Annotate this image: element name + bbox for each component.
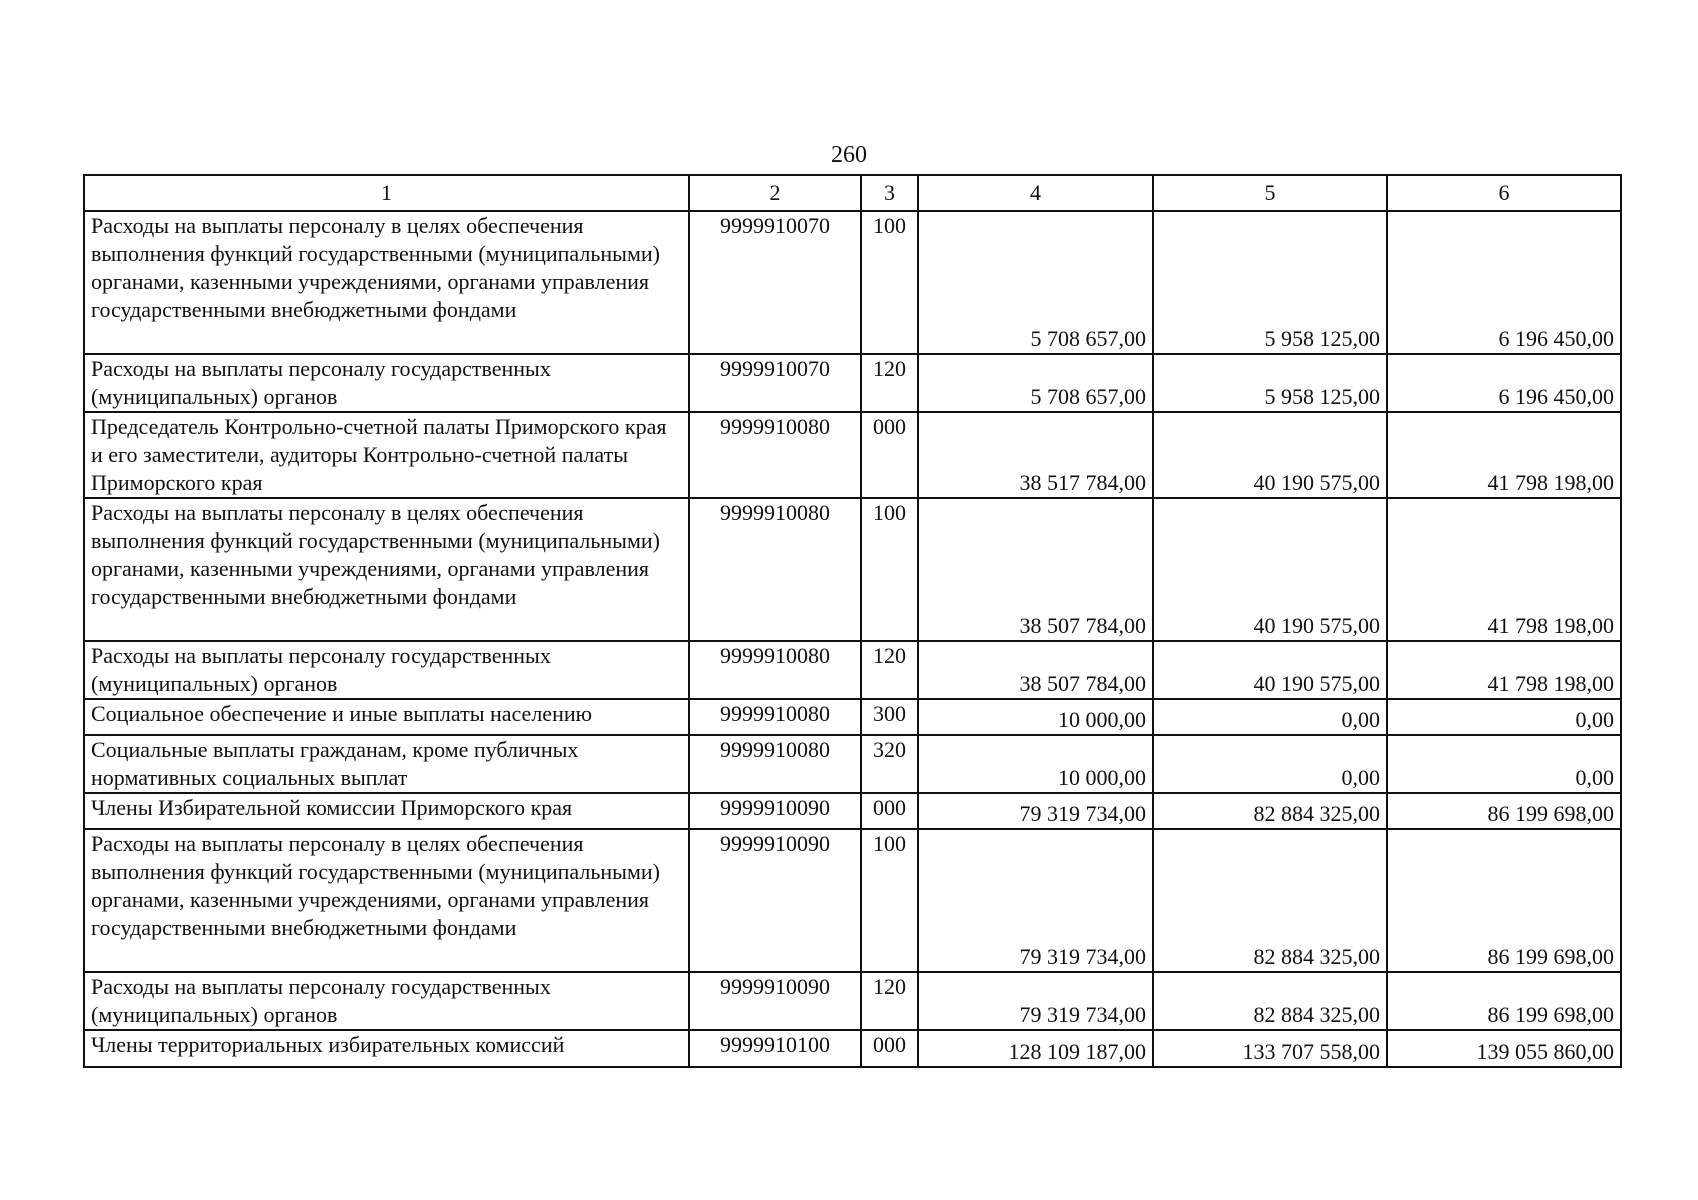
- target-code-cell: 9999910090: [689, 793, 861, 829]
- target-code-cell: 9999910090: [689, 829, 861, 972]
- expense-name-cell: Члены Избирательной комиссии Приморского края: [84, 793, 689, 829]
- amount-col6-cell: 6 196 450,00: [1387, 211, 1621, 354]
- table-row: [84, 972, 1621, 1030]
- amount-col5-cell: 40 190 575,00: [1153, 412, 1387, 498]
- table-row: [84, 412, 1621, 498]
- target-code-cell: 9999910100: [689, 1030, 861, 1067]
- amount-col4-cell: 79 319 734,00: [918, 972, 1153, 1030]
- table-row: [84, 354, 1621, 412]
- amount-col5-cell: 40 190 575,00: [1153, 498, 1387, 641]
- expense-name-cell: Расходы на выплаты персоналу в целях обеспечения выполнения функций государственными (муниципальными) органами, казенными учреждениями, органами управления государственными внебюджетными фондами: [84, 829, 689, 972]
- amount-col6-cell: 6 196 450,00: [1387, 354, 1621, 412]
- expense-name-cell: Расходы на выплаты персоналу государственных (муниципальных) органов: [84, 354, 689, 412]
- target-code-cell: 9999910080: [689, 498, 861, 641]
- target-code-cell: 9999910070: [689, 211, 861, 354]
- expense-type-cell: 000: [861, 1030, 918, 1067]
- expense-type-cell: 120: [861, 972, 918, 1030]
- budget-table: [83, 174, 1622, 1068]
- amount-col6-cell: 139 055 860,00: [1387, 1030, 1621, 1067]
- column-header: 2: [689, 175, 861, 211]
- expense-type-cell: 100: [861, 211, 918, 354]
- table-row: [84, 1030, 1621, 1067]
- amount-col4-cell: 38 507 784,00: [918, 641, 1153, 699]
- table-row: [84, 735, 1621, 793]
- table-row: [84, 793, 1621, 829]
- expense-name-cell: Председатель Контрольно-счетной палаты Приморского края и его заместители, аудиторы Контрольно-счетной палаты Приморского края: [84, 412, 689, 498]
- amount-col4-cell: 128 109 187,00: [918, 1030, 1153, 1067]
- expense-name-cell: Социальные выплаты гражданам, кроме публичных нормативных социальных выплат: [84, 735, 689, 793]
- expense-type-cell: 320: [861, 735, 918, 793]
- amount-col6-cell: 41 798 198,00: [1387, 498, 1621, 641]
- amount-col6-cell: 86 199 698,00: [1387, 793, 1621, 829]
- amount-col5-cell: 40 190 575,00: [1153, 641, 1387, 699]
- table-row: [84, 699, 1621, 735]
- table-header-row: [84, 175, 1621, 211]
- expense-type-cell: 000: [861, 793, 918, 829]
- amount-col5-cell: 82 884 325,00: [1153, 793, 1387, 829]
- amount-col6-cell: 41 798 198,00: [1387, 641, 1621, 699]
- amount-col5-cell: 5 958 125,00: [1153, 354, 1387, 412]
- amount-col5-cell: 0,00: [1153, 699, 1387, 735]
- amount-col4-cell: 79 319 734,00: [918, 793, 1153, 829]
- expense-name-cell: Расходы на выплаты персоналу в целях обеспечения выполнения функций государственными (муниципальными) органами, казенными учреждениями, органами управления государственными внебюджетными фондами: [84, 498, 689, 641]
- expense-name-cell: Члены территориальных избирательных комиссий: [84, 1030, 689, 1067]
- amount-col6-cell: 0,00: [1387, 735, 1621, 793]
- amount-col4-cell: 10 000,00: [918, 699, 1153, 735]
- target-code-cell: 9999910080: [689, 699, 861, 735]
- amount-col4-cell: 38 517 784,00: [918, 412, 1153, 498]
- column-header: 4: [918, 175, 1153, 211]
- amount-col6-cell: 86 199 698,00: [1387, 829, 1621, 972]
- amount-col4-cell: 5 708 657,00: [918, 354, 1153, 412]
- column-header: 5: [1153, 175, 1387, 211]
- amount-col5-cell: 82 884 325,00: [1153, 972, 1387, 1030]
- amount-col5-cell: 5 958 125,00: [1153, 211, 1387, 354]
- expense-type-cell: 120: [861, 354, 918, 412]
- amount-col4-cell: 79 319 734,00: [918, 829, 1153, 972]
- expense-type-cell: 300: [861, 699, 918, 735]
- page-number: 260: [831, 142, 867, 168]
- target-code-cell: 9999910070: [689, 354, 861, 412]
- column-header: 3: [861, 175, 918, 211]
- amount-col6-cell: 41 798 198,00: [1387, 412, 1621, 498]
- expense-type-cell: 000: [861, 412, 918, 498]
- target-code-cell: 9999910080: [689, 641, 861, 699]
- amount-col6-cell: 86 199 698,00: [1387, 972, 1621, 1030]
- column-header: 6: [1387, 175, 1621, 211]
- column-header: 1: [84, 175, 689, 211]
- target-code-cell: 9999910080: [689, 412, 861, 498]
- expense-type-cell: 100: [861, 498, 918, 641]
- target-code-cell: 9999910090: [689, 972, 861, 1030]
- expense-name-cell: Расходы на выплаты персоналу в целях обеспечения выполнения функций государственными (муниципальными) органами, казенными учреждениями, органами управления государственными внебюджетными фондами: [84, 211, 689, 354]
- expense-name-cell: Расходы на выплаты персоналу государственных (муниципальных) органов: [84, 972, 689, 1030]
- table-row: [84, 829, 1621, 972]
- amount-col5-cell: 82 884 325,00: [1153, 829, 1387, 972]
- expense-type-cell: 120: [861, 641, 918, 699]
- expense-type-cell: 100: [861, 829, 918, 972]
- amount-col5-cell: 133 707 558,00: [1153, 1030, 1387, 1067]
- expense-name-cell: Социальное обеспечение и иные выплаты населению: [84, 699, 689, 735]
- amount-col5-cell: 0,00: [1153, 735, 1387, 793]
- amount-col6-cell: 0,00: [1387, 699, 1621, 735]
- table-row: [84, 641, 1621, 699]
- table-row: [84, 211, 1621, 354]
- amount-col4-cell: 10 000,00: [918, 735, 1153, 793]
- amount-col4-cell: 5 708 657,00: [918, 211, 1153, 354]
- target-code-cell: 9999910080: [689, 735, 861, 793]
- amount-col4-cell: 38 507 784,00: [918, 498, 1153, 641]
- expense-name-cell: Расходы на выплаты персоналу государственных (муниципальных) органов: [84, 641, 689, 699]
- table-row: [84, 498, 1621, 641]
